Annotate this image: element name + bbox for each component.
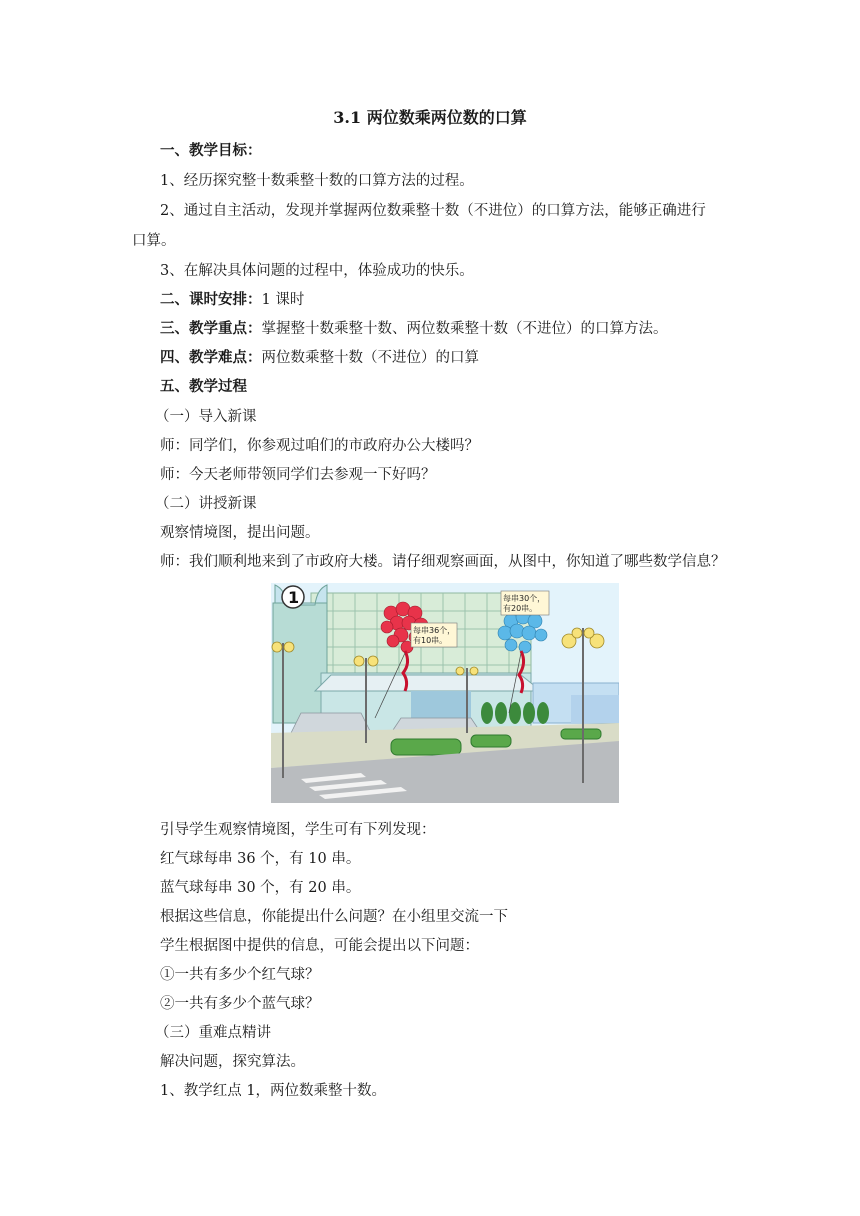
teacher-line-2: 师：今天老师带领同学们去参观一下好吗？ — [160, 467, 436, 483]
red-label-line-1: 每串36个， — [413, 626, 456, 635]
solve-line: 解决问题，探究算法。 — [160, 1054, 305, 1070]
finding-red: 红气球每串 36 个，有 10 串。 — [160, 851, 361, 867]
blue-label-line-1: 每串30个， — [503, 594, 546, 603]
teacher-line-3: 师：我们顺利地来到了市政府大楼。请仔细观察画面，从图中，你知道了哪些数学信息？ — [160, 554, 726, 570]
teacher-line-1: 师：同学们，你参观过咱们的市政府办公大楼吗？ — [160, 438, 479, 454]
red-label-line-2: 有10串。 — [413, 636, 448, 645]
subsection-key: （三）重难点精讲 — [155, 1025, 271, 1041]
key-points-heading: 三、教学重点： — [160, 320, 262, 337]
subsection-intro: （一）导入新课 — [155, 409, 257, 425]
schedule-heading: 二、课时安排： — [160, 291, 262, 308]
difficult-points-heading: 四、教学难点： — [160, 349, 262, 366]
schedule-text: 1 课时 — [261, 292, 305, 308]
question-1: ①一共有多少个红气球？ — [160, 967, 320, 983]
student-questions-intro: 学生根据图中提供的信息，可能会提出以下问题： — [160, 938, 479, 954]
objective-2: 2、通过自主活动，发现并掌握两位数乘整十数（不进位）的口算方法，能够正确进行 — [160, 203, 706, 219]
objective-2-cont: 口算。 — [132, 233, 176, 249]
difficult-points — [160, 346, 479, 367]
observe-line: 观察情境图，提出问题。 — [160, 525, 320, 541]
subsection-teach: （二）讲授新课 — [155, 496, 257, 512]
key-points-text: 掌握整十数乘整十数、两位数乘整十数（不进位）的口算方法。 — [261, 321, 668, 337]
scene-number: 1 — [288, 588, 300, 607]
question-2: ②一共有多少个蓝气球？ — [160, 996, 320, 1012]
lesson-schedule — [160, 288, 304, 309]
finding-blue: 蓝气球每串 30 个，有 20 串。 — [160, 880, 361, 896]
key-points — [160, 317, 668, 338]
section-heading-process: 五、教学过程 — [160, 378, 247, 395]
objective-1: 1、经历探究整十数乘整十数的口算方法的过程。 — [160, 173, 474, 189]
scene-illustration — [271, 583, 619, 803]
blue-label-line-2: 有20串。 — [503, 604, 538, 613]
objective-3: 3、在解决具体问题的过程中，体验成功的快乐。 — [160, 263, 474, 279]
difficult-points-text: 两位数乘整十数（不进位）的口算 — [261, 350, 479, 366]
teach-point-1: 1、教学红点 1，两位数乘整十数。 — [160, 1083, 387, 1099]
page-title: 3.1 两位数乘两位数的口算 — [333, 108, 527, 127]
guide-line: 引导学生观察情境图，学生可有下列发现： — [160, 822, 436, 838]
section-heading-objectives: 一、教学目标： — [160, 142, 262, 159]
prompt-question: 根据这些信息，你能提出什么问题？在小组里交流一下 — [160, 909, 508, 925]
city-hall-scene — [271, 583, 619, 803]
